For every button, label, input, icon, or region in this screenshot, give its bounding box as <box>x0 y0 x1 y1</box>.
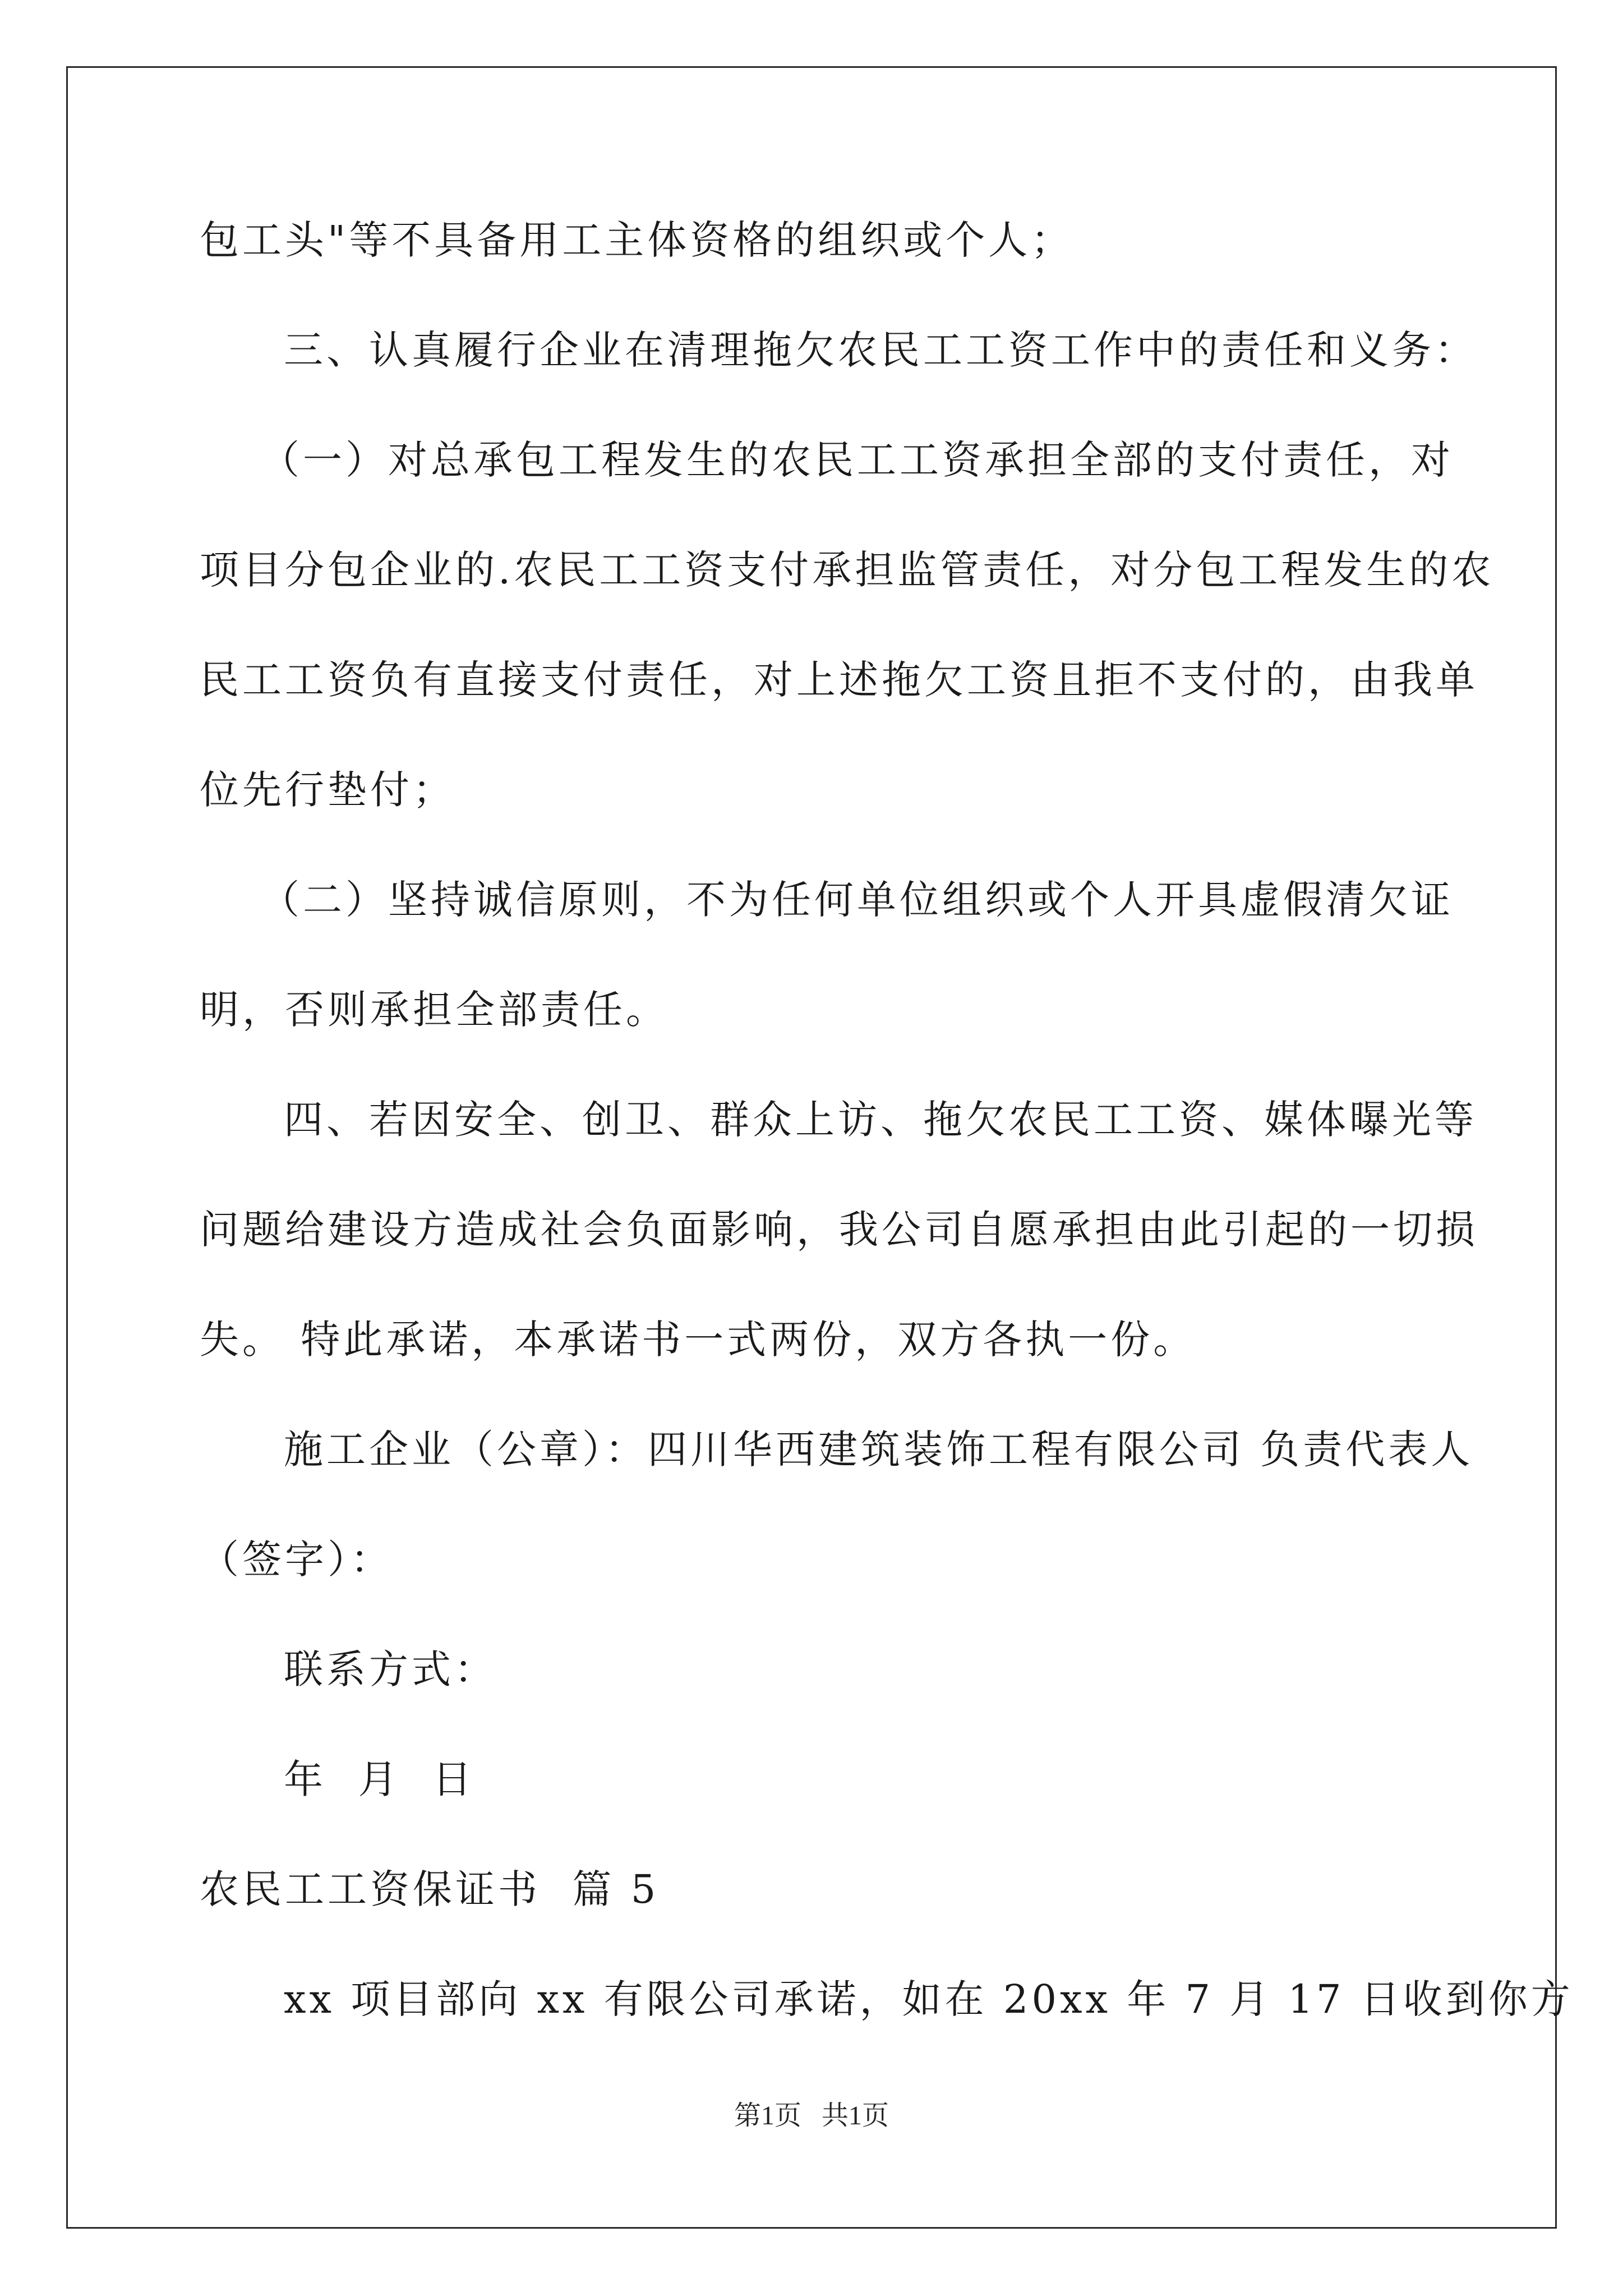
text-line: 三、认真履行企业在清理拖欠农民工工资工作中的责任和义务： <box>284 327 1477 373</box>
text-line: 失。 特此承诺，本承诺书一式两份，双方各执一份。 <box>200 1317 1196 1363</box>
text-line: （一）对总承包工程发生的农民工工资承担全部的支付责任，对 <box>260 437 1454 483</box>
section-heading: 农民工工资保证书 篇 5 <box>200 1866 660 1912</box>
text-line: 明，否则承担全部责任。 <box>200 987 668 1033</box>
text-line: 年 月 日 <box>284 1756 476 1802</box>
text-line: 施工企业（公章）：四川华西建筑装饰工程有限公司 负责代表人 <box>284 1427 1474 1473</box>
text-line: （二）坚持诚信原则，不为任何单位组织或个人开具虚假清欠证 <box>260 877 1454 923</box>
document-body <box>200 185 1574 2054</box>
page-number: 第1页 共1页 <box>734 2101 889 2131</box>
text-line: （签字）： <box>200 1536 393 1582</box>
text-line: 民工工资负有直接支付责任，对上述拖欠工资且拒不支付的，由我单 <box>200 657 1478 703</box>
text-line: 位先行垫付； <box>200 767 455 813</box>
text-line: 包工头"等不具备用工主体资格的组织或个人； <box>200 217 1074 263</box>
text-line: 四、若因安全、创卫、群众上访、拖欠农民工工资、媒体曝光等 <box>284 1097 1477 1143</box>
text-line: 联系方式： <box>284 1646 497 1692</box>
text-line: 问题给建设方造成社会负面影响，我公司自愿承担由此引起的一切损 <box>200 1207 1478 1253</box>
text-line: xx 项目部向 xx 有限公司承诺，如在 20xx 年 7 月 17 日收到你方 <box>284 1976 1574 2022</box>
text-line: 项目分包企业的.农民工工资支付承担监管责任，对分包工程发生的农 <box>200 547 1495 593</box>
